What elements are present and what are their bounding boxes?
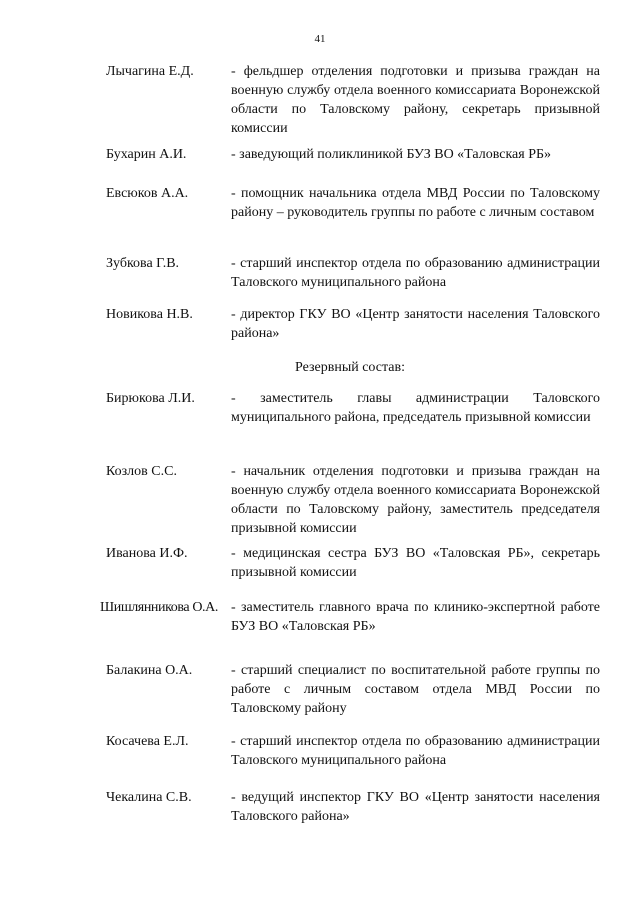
member-role: - помощник начальника отдела МВД России по Таловскому району – руководитель группы по работе с личным составом: [231, 186, 600, 220]
member-role: - старший инспектор отдела по образованию администрации Таловского муниципального района: [231, 734, 600, 768]
member-name: Новикова Н.В.: [106, 307, 193, 322]
member-role: - заместитель главы администрации Таловского муниципального района, председатель призывной комиссии: [231, 391, 600, 425]
member-role: - фельдшер отделения подготовки и призыва граждан на военную службу отдела военного комиссариата Воронежской области по Таловскому району, секретарь призывной комиссии: [231, 64, 600, 136]
member-role: - заведующий поликлиникой БУЗ ВО «Таловская РБ»: [231, 147, 552, 162]
member-name: Бухарин А.И.: [106, 147, 187, 162]
member-name: Козлов С.С.: [106, 464, 177, 479]
member-role: - ведущий инспектор ГКУ ВО «Центр занятости населения Таловского района»: [231, 790, 600, 824]
member-name: Косачева Е.Л.: [106, 734, 189, 749]
member-name: Иванова И.Ф.: [106, 546, 188, 561]
member-role: - начальник отделения подготовки и призыва граждан на военную службу отдела военного комиссариата Воронежской области по Таловскому району, заместитель председателя призывной комиссии: [231, 464, 600, 536]
member-role: - старший специалист по воспитательной работе группы по работе с личным составом отдела МВД России по Таловскому району: [231, 663, 600, 716]
member-name: Балакина О.А.: [106, 663, 193, 678]
member-role: - медицинская сестра БУЗ ВО «Таловская РБ», секретарь призывной комиссии: [231, 546, 600, 580]
member-role: - заместитель главного врача по клинико-экспертной работе БУЗ ВО «Таловская РБ»: [231, 600, 600, 634]
member-name: Бирюкова Л.И.: [106, 391, 195, 406]
member-name: Евсюков А.А.: [106, 186, 189, 201]
section-title: Резервный состав:: [294, 360, 405, 375]
member-role: - старший инспектор отдела по образованию администрации Таловского муниципального района: [231, 256, 600, 290]
member-name: Шишлянникова О.А.: [100, 600, 218, 615]
member-name: Зубкова Г.В.: [106, 256, 180, 271]
member-role: - директор ГКУ ВО «Центр занятости населения Таловского района»: [231, 307, 600, 341]
page-number: 41: [314, 33, 326, 45]
member-name: Лычагина Е.Д.: [106, 64, 194, 79]
member-name: Чекалина С.В.: [106, 790, 192, 805]
